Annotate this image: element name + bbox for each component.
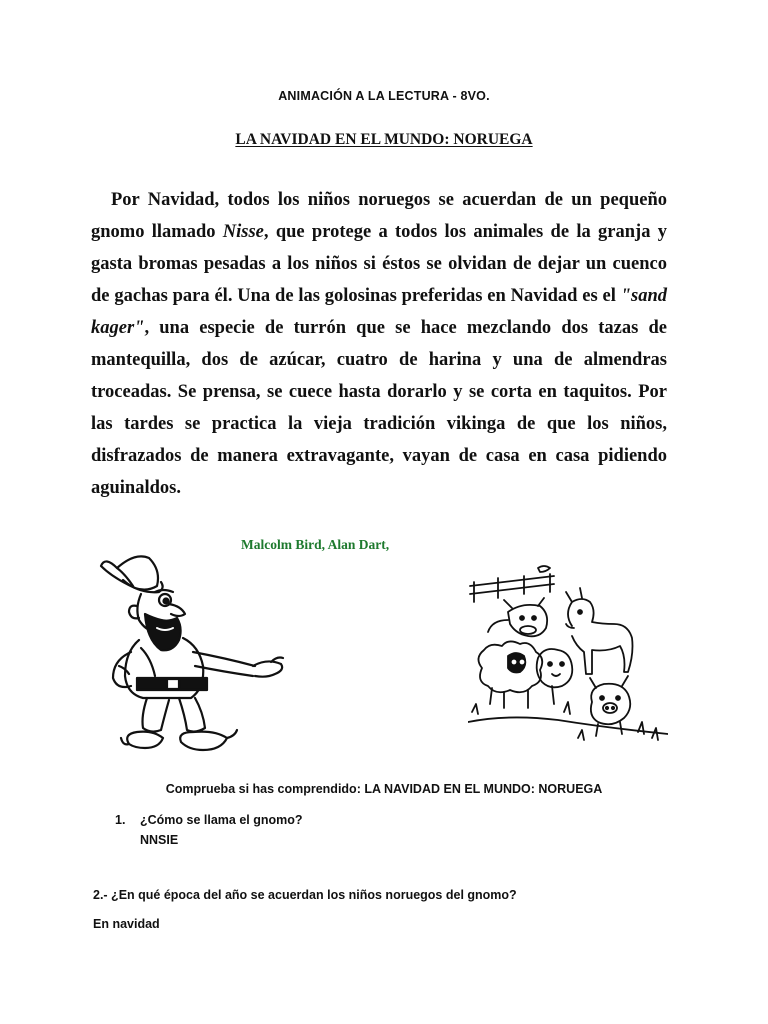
document-header: ANIMACIÓN A LA LECTURA - 8VO. xyxy=(278,89,490,103)
gnome-illustration xyxy=(95,548,295,763)
sweet-name: "sand kager" xyxy=(91,286,667,338)
illustration-credit: Malcolm Bird, Alan Dart, xyxy=(241,537,390,552)
question-1-text: ¿Cómo se llama el gnomo? xyxy=(140,813,303,827)
quiz-heading: Comprueba si has comprendido: LA NAVIDAD EN EL MUNDO: NORUEGA xyxy=(165,782,603,796)
story-text-3: , una especie de turrón que se hace mezclando dos tazas de mantequilla, dos de azúcar, cuatro de harina y una de almendras troceadas. Se prensa, se cuece hasta dorarlo y se corta en taquitos. Por las tardes se practica la vieja tradición vikinga de que los niños, disfrazados de manera extravagante, vayan de casa en casa pidiendo aguinaldos. xyxy=(91,318,667,498)
story-text-2: , que protege a todos los animales de la granja y gasta bromas pesadas a los niños si éstos se olvidan de dejar un cuenco de gachas para él. Una de las golosinas preferidas en Navidad es el xyxy=(91,222,667,306)
answer-1: NNSIE xyxy=(140,833,179,847)
gnome-name: Nisse xyxy=(222,222,264,242)
document-title: LA NAVIDAD EN EL MUNDO: NORUEGA xyxy=(235,131,533,148)
story-text-1: Por Navidad, todos los niños noruegos se acuerdan de un pequeño gnomo llamado xyxy=(91,190,667,242)
answer-2: En navidad xyxy=(93,917,160,931)
question-1 xyxy=(115,813,303,827)
story-paragraph xyxy=(91,184,667,504)
question-2: 2.- ¿En qué época del año se acuerdan los niños noruegos del gnomo? xyxy=(93,888,517,902)
farm-animals-illustration xyxy=(468,562,668,752)
question-1-number: 1. xyxy=(115,813,126,827)
